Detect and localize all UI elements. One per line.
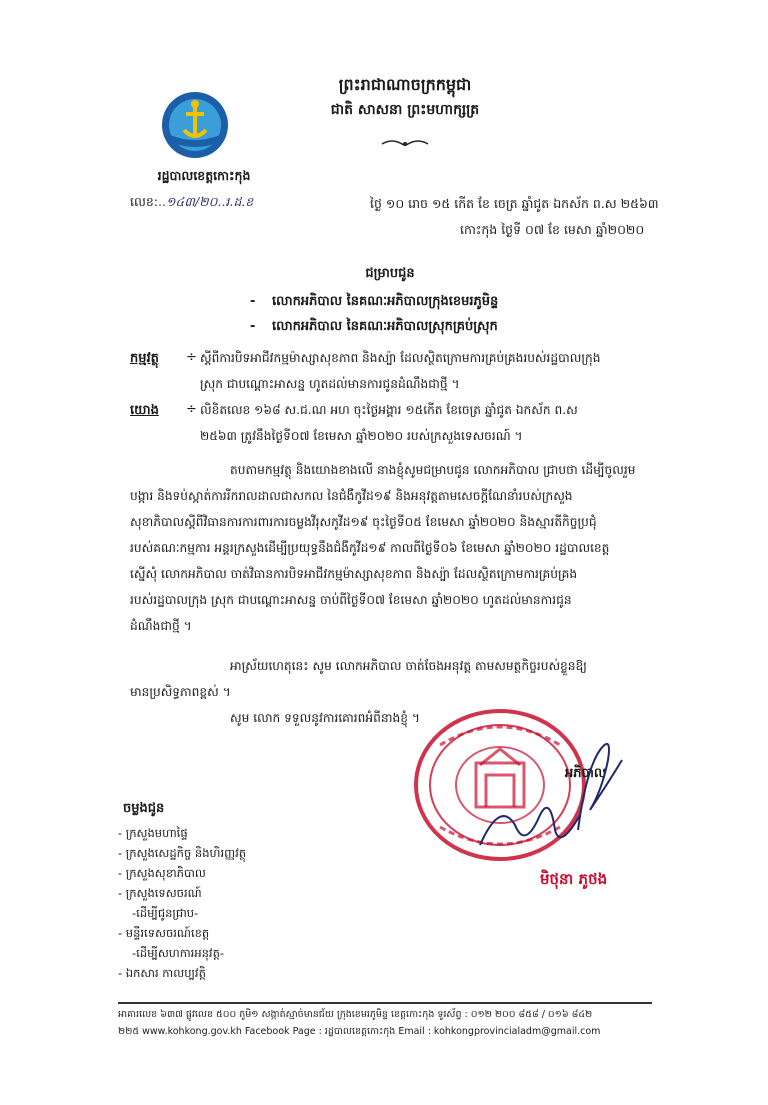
signatory-name: មិថុនា ភូថង [540,870,608,888]
ref-label: លេខ: [130,194,159,209]
reference-label: យោង [130,403,159,418]
reference-colon: ÷ [186,402,197,417]
signatory-title: អភិបាល [565,766,607,781]
recipient-line: - លោកអភិបាល នៃគណៈអភិបាលស្រុកគ្រប់ស្រុក [250,319,498,334]
body-paragraph-1: តបតាមកម្មវត្ថុ និងយោងខាងលើ នាងខ្ញុំសូមជម្រាបជូន លោកអភិបាល ជ្រាបថា ដើម្បីចូលរួម បង្ការ និងទប់ស្កាត់ការរីករាលដាលជាសកល នៃជំងឺកូវីដ១៩ និងអនុវត្តតាមសេចក្តីណែនាំរបស់ក្រសួង សុខាភិបាលស្តីពីវិធានការការពារការចម្លងវីរុសកូវីដ១៩ ចុះថ្ងៃទី០៥ ខែមេសា ឆ្នាំ២០២០ និងស្មារតីកិច្ចប្រជុំ របស់គណៈកម្មការ អន្តរក្រសួងដើម្បីប្រយុទ្ធនឹងជំងឺកូវីដ១៩ កាលពីថ្ងៃទី០៦ ខែមេសា ឆ្នាំ២០២០ រដ្ឋបាលខេត្ត ស្នើសុំ លោកអភិបាល ចាត់វិធានការបិទអាជីវកម្មម៉ាស្សាសុខភាព និងស្ប៉ា ដែលស្ថិតក្រោមការគ្រប់គ្រង របស់រដ្ឋបាលក្រុង ស្រុក ជាបណ្តោះអាសន្ន ចាប់ពីថ្ងៃទី០៧ ខែមេសា ឆ្នាំ២០២០ ហូតដល់មានការជូន ដំណឹងជាថ្មី ។ [130,463,636,633]
subject-text: ស្តីពីការបិទអាជីវកម្មម៉ាស្សាសុខភាព និងស្ប៉ា ដែលស្ថិតក្រោមការគ្រប់គ្រងរបស់រដ្ឋបាលក្រុង ស្រុក ជាបណ្តោះអាសន្ន ហូតដល់មានការជូនដំណឹងជាថ្មី ។ [200,351,601,391]
reference-text: លិខិតលេខ ១៦៨ ស.ជ.ណ អហ ចុះថ្ងៃអង្គារ ១៥កើត ខែចេត្រ ឆ្នាំជូត ឯកស័ក ព.ស ២៥៦៣ ត្រូវនឹងថ្ងៃទី០៧ ខែមេសា ឆ្នាំ២០២០ របស់ក្រសួងទេសចរណ៍ ។ [200,403,578,443]
flourish-ornament-icon [380,138,430,150]
organization-name: រដ្ឋបាលខេត្តកោះកុង [157,168,251,183]
cc-title: ចម្លងជូន [123,801,165,816]
footer-divider [118,1002,652,1004]
provincial-emblem-icon [160,90,230,160]
body-paragraph-2: អាស្រ័យហេតុនេះ សូម លោកអភិបាល ចាត់ចែងអនុវត្ត តាមសមត្ថកិច្ចរបស់ខ្លួនឱ្យ មានប្រសិទ្ធភាពខ្ពស់ ។ [130,659,587,699]
handwritten-signature-icon [470,795,590,855]
national-motto: ជាតិ សាសនា ព្រះមហាក្សត្រ [330,102,480,118]
cc-item: - ក្រសួងសេដ្ឋកិច្ច និងហិរញ្ញវត្ថុ [118,846,247,860]
footer-contact: ២២៥ www.kohkong.gov.kh Facebook Page : រដ្ឋបាលខេត្តកោះកុង Email : kohkongprovincialadm@gmail.com [118,1026,601,1037]
ref-number-value: ..១៤៣/២០..រ.ដ.ខ [158,194,254,209]
recipient-line: - លោកអភិបាល នៃគណៈអភិបាលក្រុងខេមរភូមិន្ទ [250,294,499,309]
footer-address: អាគារលេខ ៦៣៧ ផ្លូវលេខ ៥០០ ភូមិ១ សង្កាត់ស្មាច់មានជ័យ ក្រុងខេមរភូមិន្ទ ខេត្តកោះកុង ទូរស័ព្ទ : ០១២ ២០០ ៨៥៨ / ០១៦ ៨៤២ [118,1009,593,1020]
reference-number [130,194,253,213]
recipients-title: ជម្រាបជូន [365,266,415,281]
cc-item: - ក្រសួងទេសចរណ៍ [118,886,202,900]
cc-item: -ដើម្បីសហការអនុវត្ត- [132,946,225,960]
body-paragraph-3: សូម លោក ទទួលនូវការគោរពអំពីនាងខ្ញុំ ។ [230,711,420,725]
cc-item: - ក្រសួងសុខាភិបាល [118,866,206,880]
solar-date: កោះកុង ថ្ងៃទី ០៧ ខែ មេសា ឆ្នាំ២០២០ [460,222,645,237]
subject-label: កម្មវត្ថុ [130,351,159,366]
cc-item: - ឯកសារ កាលប្បវត្តិ [118,966,206,980]
cc-item: - ក្រសួងមហាផ្ទៃ [118,826,188,840]
kingdom-heading: ព្រះរាជាណាចក្រកម្ពុជា [338,75,472,94]
cc-item: - មន្ទីរទេសចរណ៍ខេត្ត [118,926,210,940]
subject-colon: ÷ [186,350,197,365]
cc-item: -ដើម្បីជូនជ្រាប- [132,906,199,920]
lunar-date: ថ្ងៃ ១០ រោច ១៥ កើត ខែ ចេត្រ ឆ្នាំជូត ឯកស័ក ព.ស ២៥៦៣ [370,196,659,211]
